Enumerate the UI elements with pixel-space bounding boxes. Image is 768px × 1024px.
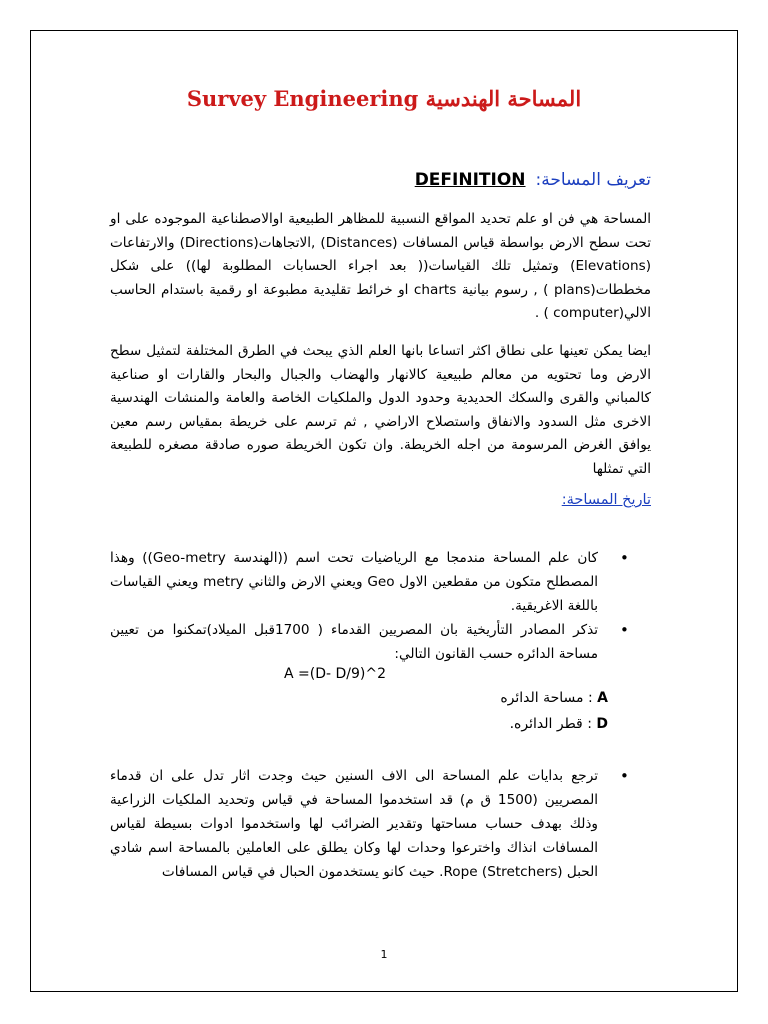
definition-paragraph: المساحة هي فن او علم تحديد المواقع النسبية للمظاهر الطبيعية اوالاصطناعية الموجوده على او تحت سطح الارض بواسطة قياس المسافات (Distances) ,الاتجاهات(Directions) والارتفاعات (Elevations) وتمثيل تلك القياسات(( بعد اجراء الحسابات المطلوبة لها)) على شكل مخططات(plans ) , رسوم بيانية charts او خرائط تقليدية مطبوعة او رقمية باستدام الحاسب الالي(computer ) . <box>110 211 651 321</box>
history-heading: تاريخ المساحة: <box>561 492 651 508</box>
definition-heading <box>415 170 651 190</box>
circle-area-formula: A =(D- D/9)^2 <box>284 666 387 682</box>
symbol-a: A <box>597 690 608 706</box>
extended-definition-paragraph: ايضا يمكن تعينها على نطاق اكثر اتساعا بانها العلم الذي يبحث في الطرق المختلفة لتمثيل سطح الارض وما تحتويه من معالم طبيعية كالانهار والهضاب والجبال والبحار والقارات او صناعية كالمباني والقرى والسكك الحديدية وحدود الدول والملكيات الخاصة والعامة والمنشات الهندسية الاخرى مثل السدود والانفاق واستصلاح الاراضي , ثم ترسم على خريطة بمقياس رسم معين يوافق الغرض المرسومة من اجله الخريطة. وان تكون الخريطة صوره صادقة مصغره للطبيعة التي تمثلها <box>110 343 651 477</box>
history-bullet-egyptians-circle: تذكر المصادر التأريخية بان المصريين القدماء ( 1700قبل الميلاد)تمكنوا من تعيين مساحة الدائره حسب القانون التالي: <box>110 622 599 662</box>
definition-heading-english: DEFINITION <box>414 170 526 190</box>
bullet-marker: • <box>620 621 629 639</box>
symbol-a-meaning: : مساحة الدائره <box>500 690 593 706</box>
page-number: 1 <box>380 948 388 961</box>
symbol-d-meaning: : قطر الدائره. <box>509 716 592 732</box>
symbol-d: D <box>596 716 608 732</box>
bullet-marker: • <box>620 767 629 785</box>
page-title: Survey Engineering المساحة الهندسية <box>186 86 582 111</box>
bullet-marker: • <box>620 549 629 567</box>
formula-definition-a <box>500 686 608 710</box>
history-bullet-early-surveying: ترجع بدايات علم المساحة الى الاف السنين حيث وجدت اثار تدل على ان قدماء المصريين (1500 ق م) قد استخدموا المساحة في قياس وتحديد الملكيات الزراعية وذلك بهدف حساب مساحتها وتقدير الضرائب لها واستخدموا ادوات بسيطة لقياس المسافات انذاك واخترعوا وحدات لها وكان يطلق على العاملين بالمساحة اسم شادي الحبل Rope (Stretchers). حيث كانو يستخدمون الحبال في قياس المسافات <box>110 768 598 880</box>
history-bullet-geometry: كان علم المساحة مندمجا مع الرياضيات تحت اسم ((الهندسة Geo-metry)) وهذا المصطلح متكون من مقطعين الاول Geo ويعني الارض والثاني metry ويعني القياسات باللغة الاغريقية. <box>110 550 599 614</box>
formula-definition-d <box>510 712 608 736</box>
definition-heading-arabic: تعريف المساحة: <box>535 170 651 190</box>
